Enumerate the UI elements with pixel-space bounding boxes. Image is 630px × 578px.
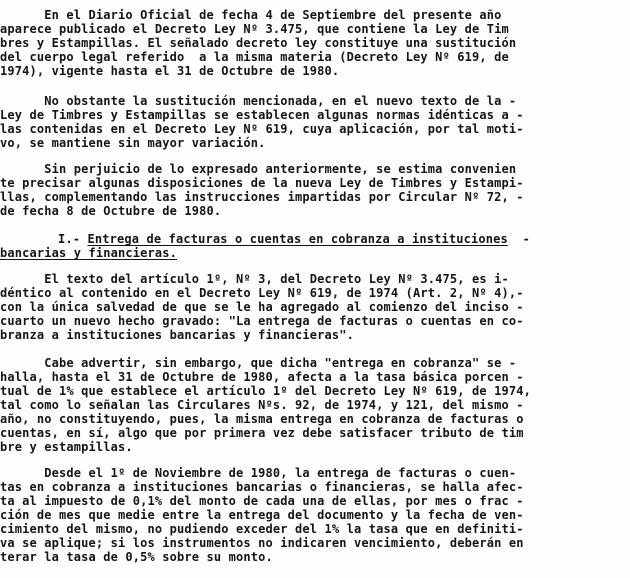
text-line: Cabe advertir, sin embargo, que dicha "entrega en cobranza" se - — [0, 356, 517, 370]
text-line: branza a instituciones bancarias y financieras". — [0, 328, 354, 342]
text-line: No obstante la sustitución mencionada, en el nuevo texto de la - — [0, 94, 517, 108]
text-line: del cuerpo legal referido a la misma materia (Decreto Ley Nº 619, de — [0, 50, 509, 64]
text-line: bre y estampillas. — [0, 440, 133, 454]
text-line: año, no constituyendo, pues, la misma entrega en cobranza de facturas o — [0, 412, 524, 426]
text-line: 1974), vigente hasta el 31 de Octubre de 1980. — [0, 64, 340, 78]
heading-line — [58, 232, 530, 246]
text-line: Ley de Timbres y Estampillas se establecen algunas normas idénticas a - — [0, 108, 524, 122]
text-line: Desde el 1º de Noviembre de 1980, la entrega de facturas o cuen- — [0, 466, 517, 480]
text-line: vo, se mantiene sin mayor variación. — [0, 136, 266, 150]
text-line: déntico al contenido en el Decreto Ley Nº 619, de 1974 (Art. 2, Nº 4),- — [0, 286, 524, 300]
text-line: va se aplique; si los instrumentos no indicaren vencimiento, deberán en — [0, 536, 524, 550]
text-line: aparece publicado el Decreto Ley Nº 3.475, que contiene la Ley de Tim — [0, 22, 509, 36]
text-line: cuarto un nuevo hecho gravado: "La entrega de facturas o cuentas en co- — [0, 314, 524, 328]
heading-number: I.- — [58, 232, 88, 246]
text-line: terar la tasa de 0,5% sobre su monto. — [0, 550, 273, 564]
text-line: cuentas, en sí, algo que por primera vez debe satisfacer tributo de tim — [0, 426, 524, 440]
heading-hyphen: - — [507, 232, 530, 246]
heading-title: Entrega de facturas o cuentas en cobranza a instituciones — [87, 232, 508, 246]
text-line: te precisar algunas disposiciones de la nueva Ley de Timbres y Estampi- — [0, 176, 524, 190]
text-line: El texto del artículo 1º, Nº 3, del Decreto Ley Nº 3.475, es i- — [0, 272, 509, 286]
text-line: de fecha 8 de Octubre de 1980. — [0, 204, 222, 218]
text-line: ta al impuesto de 0,1% del monto de cada una de ellas, por mes o frac - — [0, 494, 524, 508]
text-line: las contenidas en el Decreto Ley Nº 619, cuya aplicación, por tal moti- — [0, 122, 524, 136]
text-line: llas, complementando las instrucciones impartidas por Circular Nº 72, - — [0, 190, 524, 204]
heading-title-continued: bancarias y financieras. — [0, 246, 177, 260]
text-line: halla, hasta el 31 de Octubre de 1980, afecta a la tasa básica porcen - — [0, 370, 524, 384]
text-line: tal como lo señalan las Circulares Nºs. 92, de 1974, y 121, del mismo - — [0, 398, 524, 412]
text-line: Sin perjuicio de lo expresado anteriormente, se estima convenien — [0, 162, 517, 176]
text-line: tual de 1% que establece el artículo 1º del Decreto Ley Nº 619, de 1974, — [0, 384, 531, 398]
text-line: tas en cobranza a instituciones bancarias o financieras, se halla afec- — [0, 480, 524, 494]
heading-line — [0, 246, 177, 260]
text-line: En el Diario Oficial de fecha 4 de Septiembre del presente año — [0, 8, 502, 22]
text-line: bres y Estampillas. El señalado decreto ley constituye una sustitución — [0, 36, 517, 50]
text-line: cimiento del mismo, no pudiendo exceder del 1% la tasa que en definiti- — [0, 522, 524, 536]
text-line: con la única salvedad de que se le ha agregado al comienzo del inciso - — [0, 300, 524, 314]
text-line: ción de mes que medie entre la entrega del documento y la fecha de ven- — [0, 508, 524, 522]
